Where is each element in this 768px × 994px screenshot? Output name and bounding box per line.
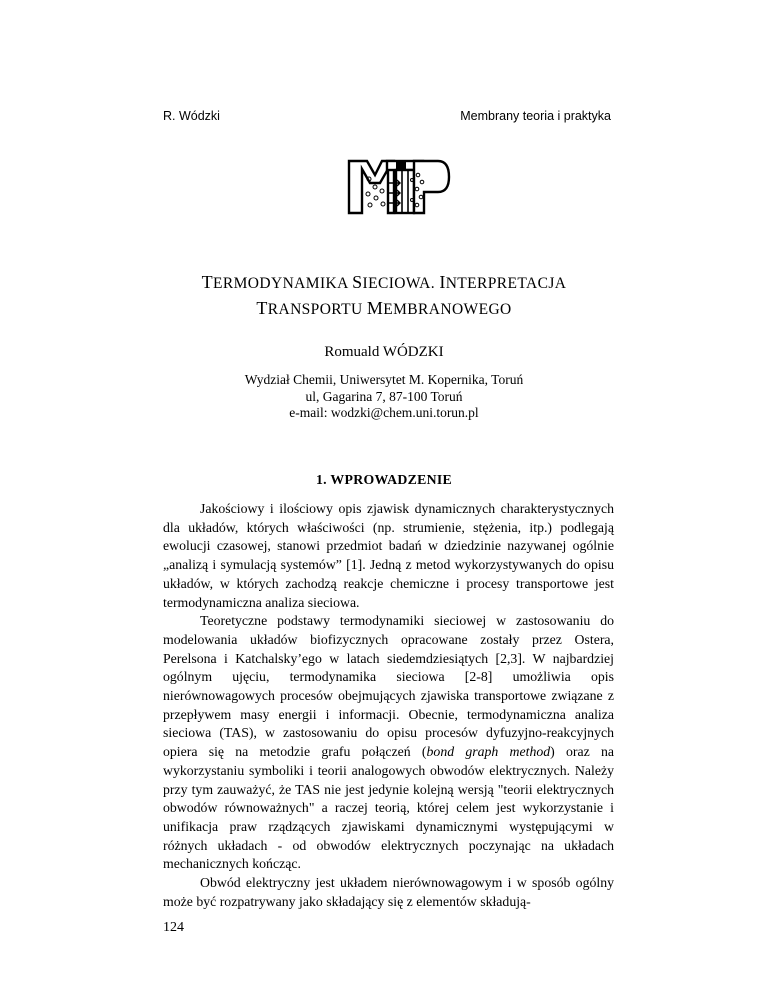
page-number: 124 <box>163 920 184 935</box>
affiliation <box>150 372 618 422</box>
mtp-logo-icon <box>342 153 452 219</box>
paragraph-1: Jakościowy i ilościowy opis zjawisk dynamicznych charakterystycznych dla układów, których właściwości (np. strumienie, stężenia, itp.) podlegają ewolucji czasowej, stanowi przedmiot badań w dziedzinie nazywanej ogólnie „analizą i symulacją systemów” [1]. Jedną z metod wykorzystywanych do opisu układów, w których zachodzą reakcje chemiczne i procesy transportowe jest termodynamiczna analiza sieciowa. <box>163 501 614 610</box>
author-name: Romuald WÓDZKI <box>324 344 444 360</box>
paper-title-line-2: TRANSPORTU MEMBRANOWEGO <box>256 298 512 318</box>
affiliation-line-1: Wydział Chemii, Uniwersytet M. Kopernika, Toruń <box>244 372 524 387</box>
paragraph-3: Obwód elektryczny jest układem nierównowagowym i w sposób ogólny może być rozpatrywany jako składający się z elementów składują- <box>163 875 614 909</box>
affiliation-email: e-mail: wodzki@chem.uni.torun.pl <box>289 405 479 420</box>
paper-title-line-1: TERMODYNAMIKA SIECIOWA. INTERPRETACJA <box>201 272 567 292</box>
running-header-author: R. Wódzki <box>163 109 220 123</box>
section-heading: 1. WPROWADZENIE <box>315 472 453 487</box>
paragraph-2: Teoretyczne podstawy termodynamiki sieciowej w zastosowaniu do modelowania układów biofizycznych opracowane zostały przez Ostera, Perelsona i Katchalsky’ego w latach siedemdziesiątych [2,3]. W najbardziej ogólnym ujęciu, termodynamika sieciowa [2-8] umożliwia opis nierównowagowych procesów obejmujących zjawiska transportowe związane z przepływem masy energii i informacji. Obecnie, termodynamiczna analiza sieciowa (TAS), w zastosowaniu do opisu procesów dyfuzyjno-reakcyjnych opiera się na metodzie grafu połączeń (bond graph method) oraz na wykorzystaniu symboliki i teorii analogowych obwodów elektrycznych. Należy przy tym zauważyć, że TAS nie jest jedynie kolejną wersją "teorii elektrycznych obwodów równoważnych" a raczej teorią, której celem jest wykorzystanie i unifikacja praw rządzących zjawiskami dynamicznymi występującymi w różnych układach - od obwodów elektrycznych poczynając na układach mechanicznych kończąc. <box>163 613 614 872</box>
body-text <box>163 500 614 911</box>
running-header-journal: Membrany teoria i praktyka <box>460 109 611 123</box>
affiliation-line-2: ul, Gagarina 7, 87-100 Toruń <box>305 388 463 404</box>
paragraph-2-emphasis: bond graph method <box>426 744 551 760</box>
paper-title <box>150 270 618 322</box>
